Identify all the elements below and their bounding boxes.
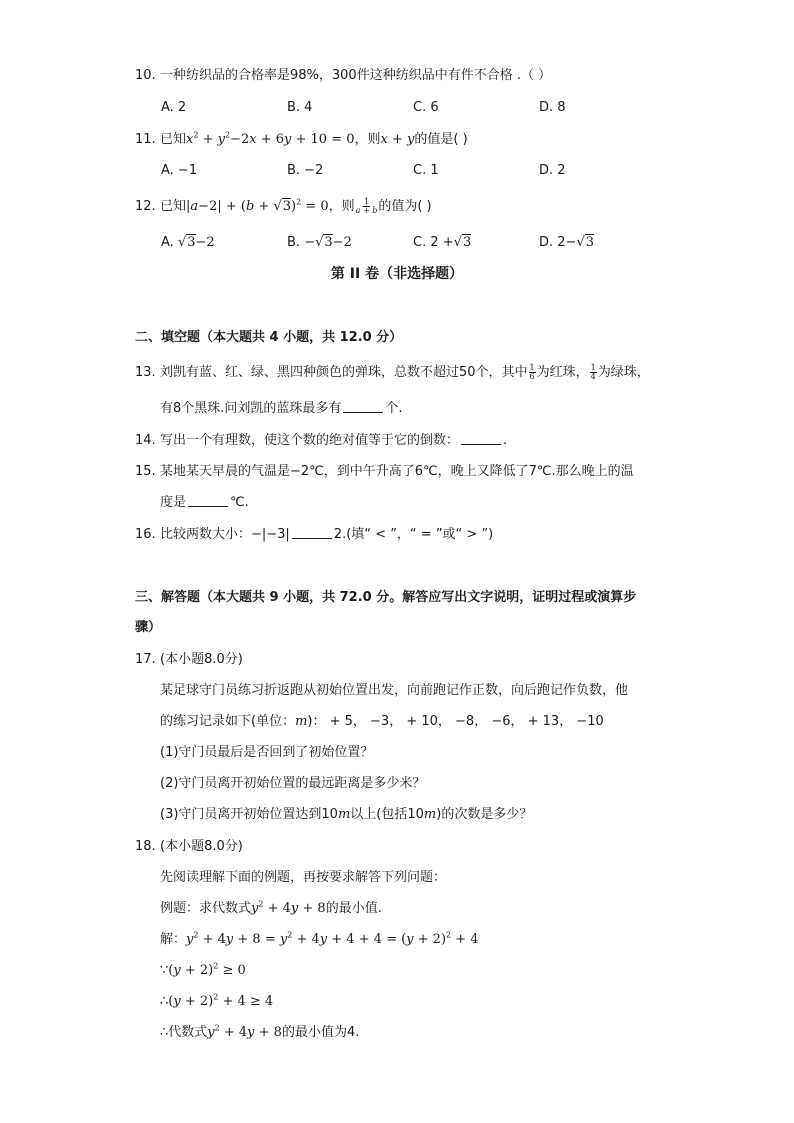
q17-score: (本小题8.0分): [160, 652, 243, 667]
q12-fraction: $\frac{1}{a + b}$: [355, 197, 378, 215]
q12-option-b: B. −√3−2: [287, 235, 352, 250]
q13-number: 13.: [135, 365, 156, 380]
q17-line1: 某足球守门员练习折返跑从初始位置出发，向前跑记作正数，向后跑记作负数，他: [160, 683, 629, 698]
fill-in-section-heading: 二、填空题（本大题共 4 小题，共 12.0 分）: [135, 330, 403, 345]
q12-option-c: C. 2 +√3: [413, 235, 472, 250]
q15-line2: 度是 ℃.: [160, 495, 249, 510]
answer-section-heading-line2: 骤）: [135, 620, 162, 635]
q13-line2: 有8个黑珠.问刘凯的蓝珠最多有 个.: [160, 401, 403, 416]
q16-answer-blank: [292, 526, 332, 539]
section-2-title: 第 II 卷（非选择题）: [330, 266, 464, 282]
q16-number: 16.: [135, 527, 156, 542]
q10-option-c: C. 6: [413, 100, 439, 115]
q16-text: 比较两数大小：−|−3| 2.(填“ < ”，“ = ”或“ > ”): [160, 527, 494, 542]
q10-text: 一种纺织品的合格率是98%，300件这种纺织品中有件不合格 .（ ）: [160, 68, 552, 83]
q17-part1: (1)守门员最后是否回到了初始位置？: [160, 745, 374, 760]
q17-part3: (3)守门员离开初始位置达到10m以上(包括10m)的次数是多少？: [160, 807, 533, 822]
q18-score: (本小题8.0分): [160, 839, 243, 854]
q11-equation: $x^2 + y^2-2x + 6y + 10 = 0$: [186, 130, 355, 147]
q11-option-d: D. 2: [539, 163, 566, 178]
q18-line6: ∴代数式$y^2 + 4y + 8$的最小值为4.: [160, 1023, 360, 1040]
q10-option-d: D. 8: [539, 100, 566, 115]
q14-number: 14.: [135, 433, 156, 448]
answer-section-heading-line1: 三、解答题（本大题共 9 小题，共 72.0 分。解答应写出文字说明，证明过程或演算步: [135, 590, 637, 605]
q12-option-d: D. 2−√3: [539, 235, 595, 250]
q15-number: 15.: [135, 464, 156, 479]
q11-number: 11.: [135, 132, 156, 147]
q18-line2: 例题：求代数式$y^2 + 4y + 8$的最小值.: [160, 899, 382, 916]
q13-line1: 刘凯有蓝、红、绿、黑四种颜色的弹珠，总数不超过50个，其中 $\frac{1}{6}$ 为红珠， $\frac{1}{4}$ 为绿珠，: [160, 363, 650, 381]
q11-option-c: C. 1: [413, 163, 439, 178]
q18-number: 18.: [135, 839, 156, 854]
q14-text: 写出一个有理数，使这个数的绝对值等于它的倒数： .: [160, 433, 508, 448]
q11-text: 已知$x^2 + y^2-2x + 6y + 10 = 0$，则x + y的值是( ): [160, 130, 468, 147]
q11-option-b: B. −2: [287, 163, 324, 178]
q17-line2: 的练习记录如下(单位：m)： + 5， −3， + 10， −8， −6， + 13， −10: [160, 714, 604, 729]
q18-line5: ∴(y + 2)$^2$ + 4 ≥ 4: [160, 992, 274, 1009]
q12-number: 12.: [135, 199, 156, 214]
q18-line1: 先阅读理解下面的例题，再按要求解答下列问题：: [160, 870, 447, 885]
q10-option-a: A. 2: [161, 100, 187, 115]
q12-option-a: A. √3−2: [161, 235, 215, 250]
q17-part2: (2)守门员离开初始位置的最远距离是多少米？: [160, 776, 426, 791]
q10-option-b: B. 4: [287, 100, 313, 115]
q18-line3: 解：$y^2 + 4y + 8 = y^2 + 4y + 4 + 4 = (y + 2)^2 + 4$: [160, 930, 479, 947]
q10-number: 10.: [135, 68, 156, 83]
q13-answer-blank: [343, 400, 383, 413]
q15-line1: 某地某天早晨的气温是−2℃，到中午升高了6℃，晚上又降低了7℃.那么晚上的温: [160, 464, 634, 479]
q18-line4: ∵(y + 2)$^2$ ≥ 0: [160, 961, 246, 978]
q14-answer-blank: [461, 432, 501, 445]
q12-text: 已知$|a-2| + (b + √3)^2 = 0$，则 $\frac{1}{a + b}$ 的值为( ): [160, 197, 432, 215]
q11-option-a: A. −1: [161, 163, 198, 178]
q15-answer-blank: [188, 494, 228, 507]
q12-equation: $|a-2| + (b + √3)^2 = 0$: [186, 197, 329, 214]
q17-number: 17.: [135, 652, 156, 667]
